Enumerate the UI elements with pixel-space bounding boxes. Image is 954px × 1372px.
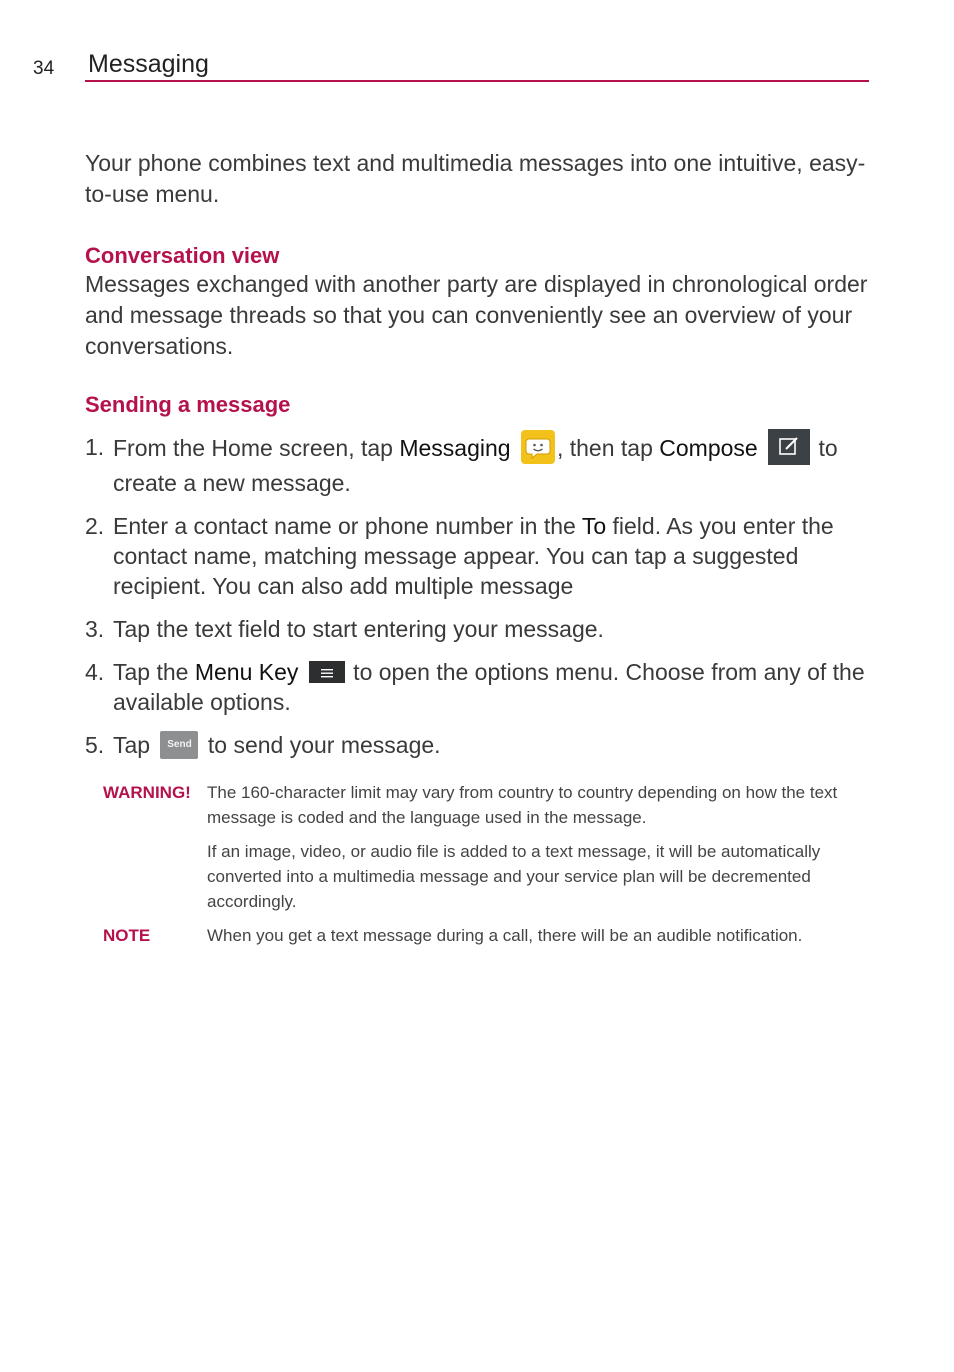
step-number: 3. [85, 616, 105, 642]
send-button-icon: Send [160, 731, 198, 759]
compose-icon [768, 429, 810, 465]
step-item [85, 511, 870, 601]
note-callout [103, 923, 873, 948]
menu-key-icon [309, 661, 345, 683]
page-number: 34 [33, 58, 55, 79]
step-text: Tap [113, 732, 157, 758]
section-title: Messaging [88, 50, 209, 78]
messaging-icon [521, 430, 555, 464]
step-keyword: To [581, 513, 607, 539]
page-header [33, 48, 869, 82]
step-item [85, 614, 870, 644]
step-number: 1. [85, 434, 105, 460]
sending-message-heading: Sending a message [85, 392, 291, 417]
steps-list [85, 432, 870, 761]
notes-block [103, 780, 873, 948]
step-item [85, 432, 870, 498]
step-text: Enter a contact name or phone number in the [113, 513, 582, 539]
step-number: 5. [85, 732, 105, 758]
warning-callout [103, 780, 873, 914]
step-text: , then tap [556, 435, 660, 462]
step-text: to send your message. [201, 732, 441, 758]
step-text: to open the options menu. Choose from any of the available options. [113, 659, 865, 715]
conversation-view-heading: Conversation view [85, 243, 280, 268]
warning-text-2: If an image, video, or audio file is added to a text message, it will be automatically converted into a multimedia message and your service plan will be decremented accordingly. [207, 842, 821, 911]
conversation-view-paragraph: Messages exchanged with another party are displayed in chronological order and message threads so that you can conveniently see an overview of your conversations. [85, 271, 868, 359]
warning-label: WARNING! [103, 783, 191, 802]
step-number: 4. [85, 659, 105, 685]
step-item [85, 730, 870, 761]
note-label: NOTE [103, 926, 151, 945]
step-keyword: Messaging [399, 435, 511, 462]
step-keyword: Compose [659, 435, 758, 462]
step-text: field. As you enter the contact name, matching message appear. You can tap a suggested recipient. You can also add multiple message [113, 513, 834, 599]
step-number: 2. [85, 513, 105, 539]
step-text: to create a new message. [113, 435, 838, 496]
step-item [85, 657, 870, 717]
step-text: Tap the text field to start entering your message. [113, 616, 604, 642]
intro-paragraph: Your phone combines text and multimedia messages into one intuitive, easy-to-use menu. [85, 150, 866, 207]
warning-text-1: The 160-character limit may vary from country to country depending on how the text message is coded and the language used in the message. [207, 783, 838, 827]
main-content [85, 148, 870, 774]
step-text: From the Home screen, tap [113, 435, 400, 462]
header-divider [85, 80, 869, 82]
step-text: Tap the [113, 659, 195, 685]
step-keyword: Menu Key [194, 659, 299, 685]
note-text: When you get a text message during a call, there will be an audible notification. [207, 926, 803, 945]
